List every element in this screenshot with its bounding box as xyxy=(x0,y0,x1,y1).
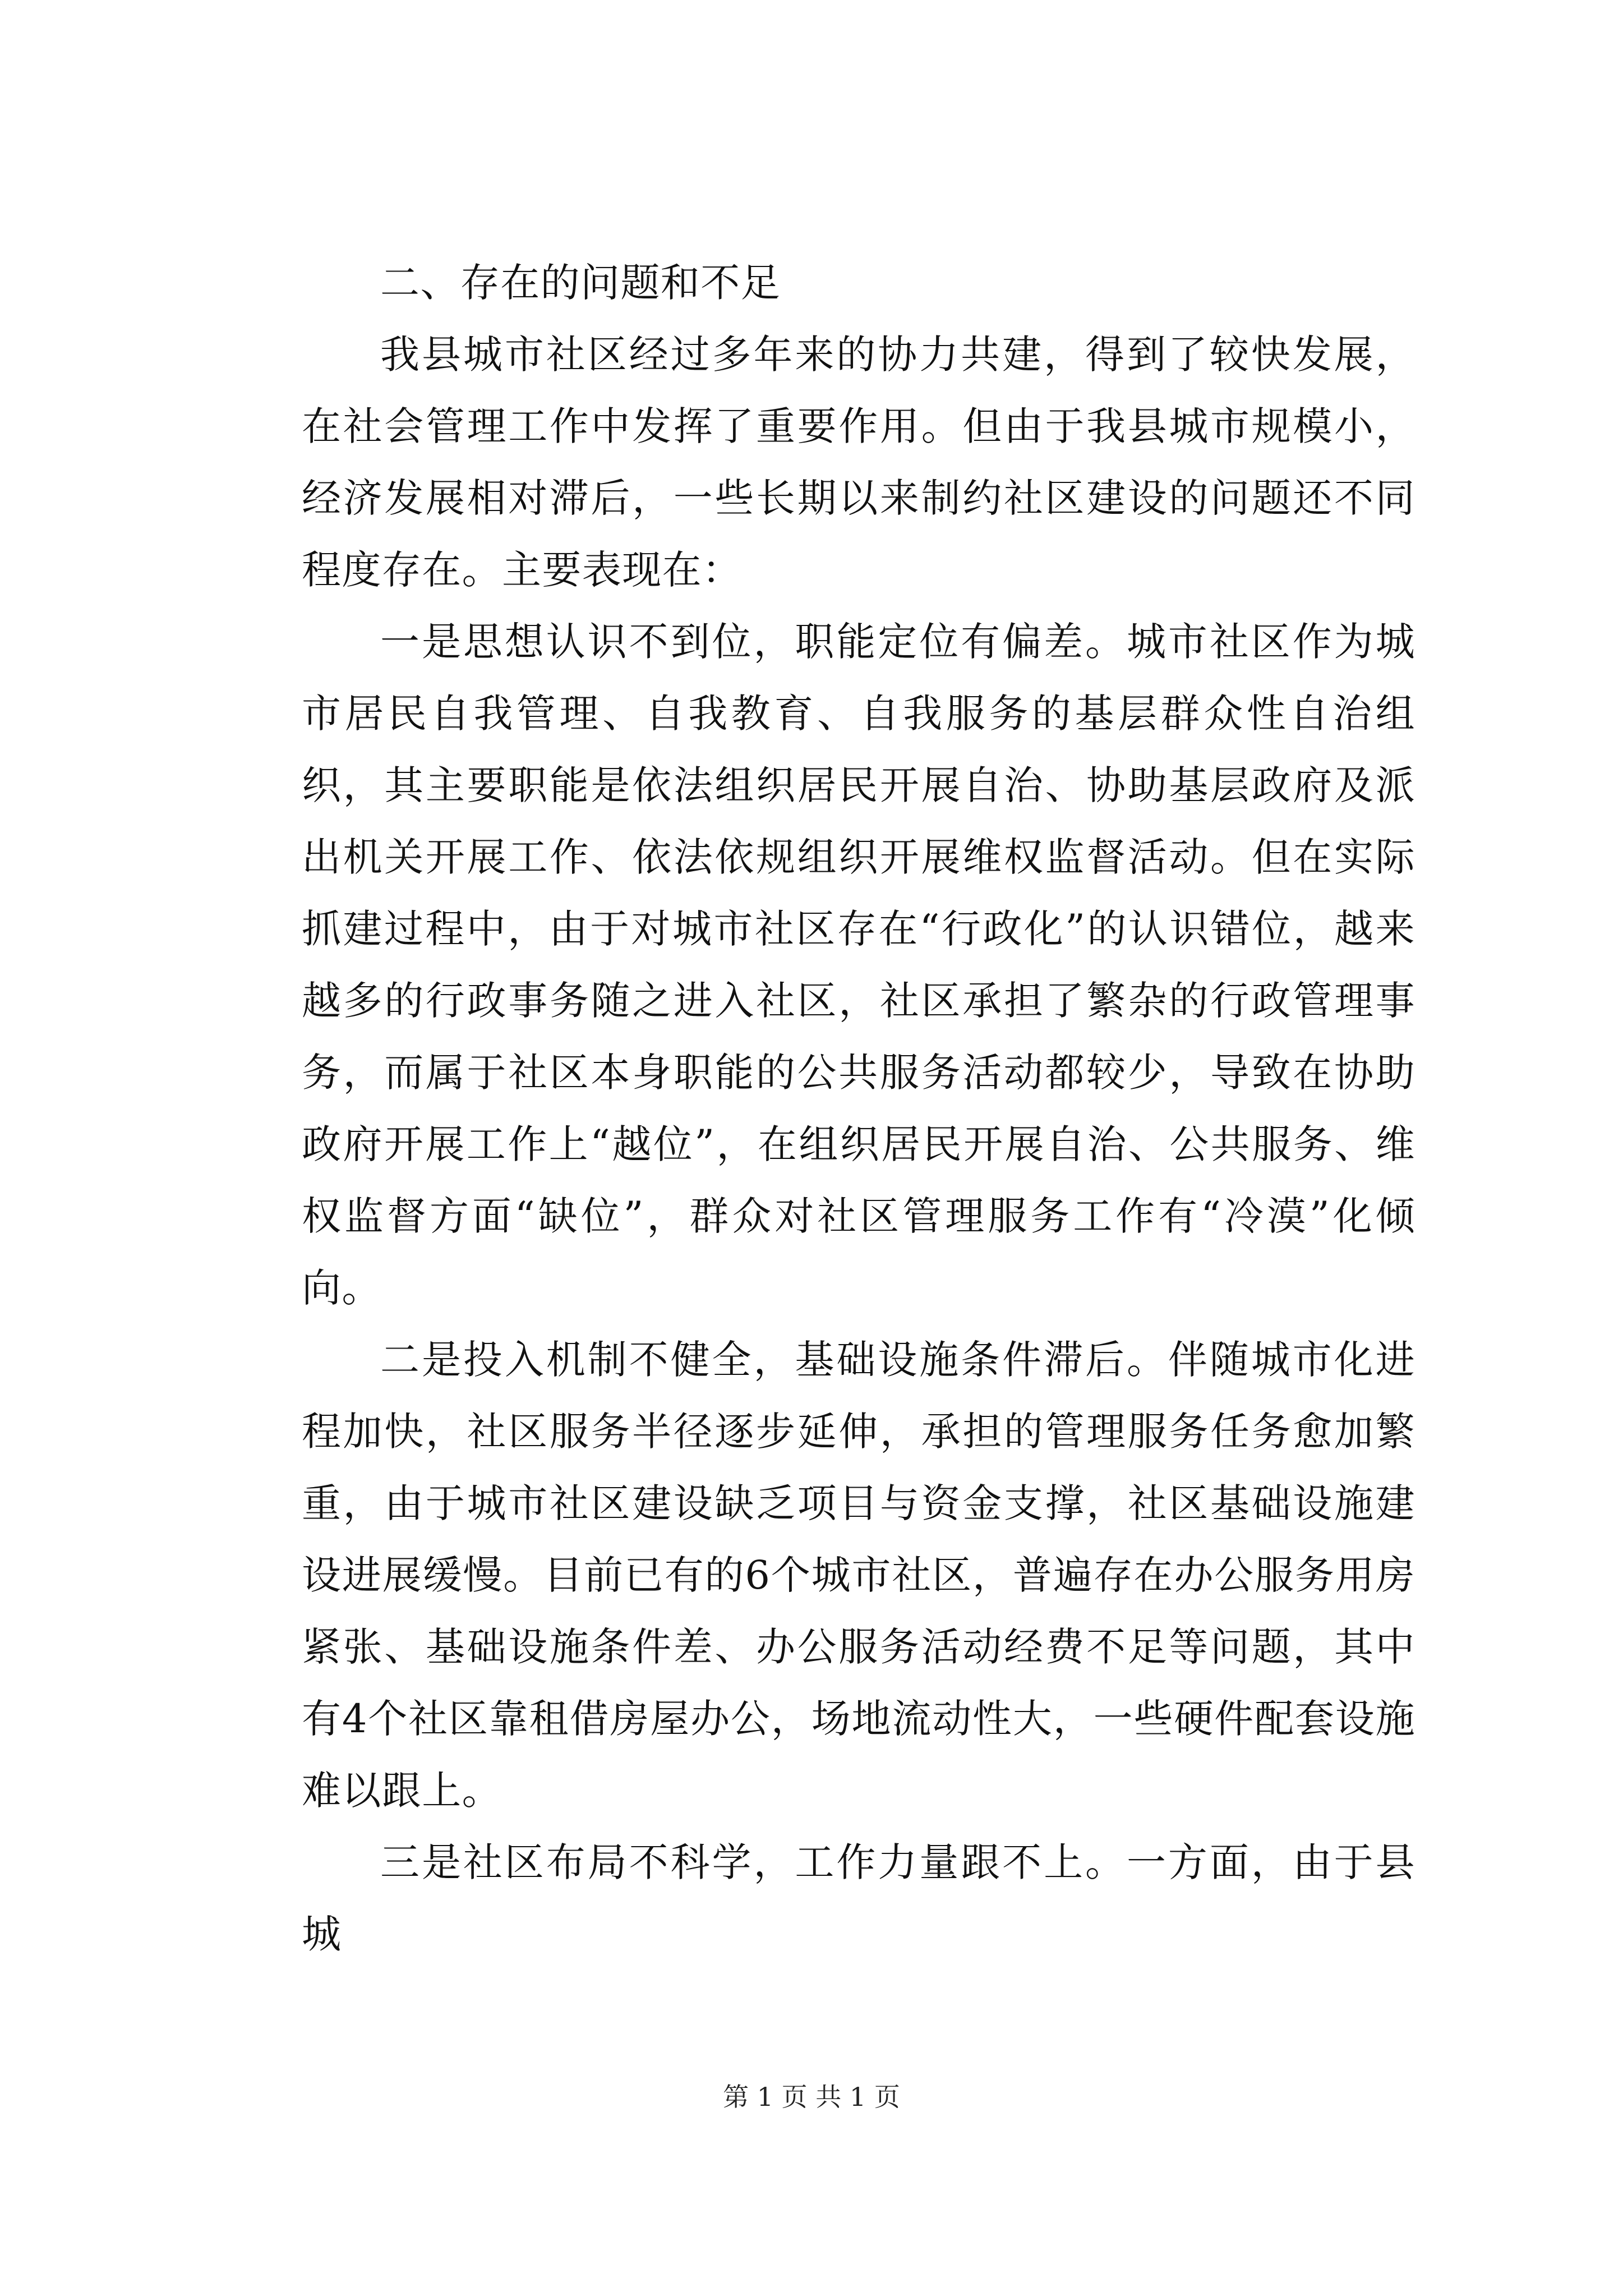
document-body xyxy=(302,247,1415,1970)
paragraph-intro: 我县城市社区经过多年来的协力共建，得到了较快发展，在社会管理工作中发挥了重要作用。但由于我县城市规模小，经济发展相对滞后，一些长期以来制约社区建设的问题还不同程度存在。主要表现在： xyxy=(302,332,1415,593)
paragraph-issue-three: 三是社区布局不科学，工作力量跟不上。一方面，由于县城 xyxy=(302,1839,1415,1957)
paragraph-issue-one: 一是思想认识不到位，职能定位有偏差。城市社区作为城市居民自我管理、自我教育、自我服务的基层群众性自治组织，其主要职能是依法组织居民开展自治、协助基层政府及派出机关开展工作、依法依规组织开展维权监督活动。但在实际抓建过程中，由于对城市社区存在“行政化”的认识错位，越来越多的行政事务随之进入社区，社区承担了繁杂的行政管理事务，而属于社区本身职能的公共服务活动都较少，导致在协助政府开展工作上“越位”，在组织居民开展自治、公共服务、维权监督方面“缺位”，群众对社区管理服务工作有“冷漠”化倾向。 xyxy=(302,619,1415,1311)
page-footer: 第 1 页 共 1 页 xyxy=(723,2082,900,2112)
paragraph-issue-two: 二是投入机制不健全，基础设施条件滞后。伴随城市化进程加快，社区服务半径逐步延伸，承担的管理服务任务愈加繁重，由于城市社区建设缺乏项目与资金支撑，社区基础设施建设进展缓慢。目前已有的6个城市社区，普遍存在办公服务用房紧张、基础设施条件差、办公服务活动经费不足等问题，其中有4个社区靠租借房屋办公，场地流动性大，一些硬件配套设施难以跟上。 xyxy=(302,1337,1415,1814)
section-heading: 二、存在的问题和不足 xyxy=(380,260,781,306)
